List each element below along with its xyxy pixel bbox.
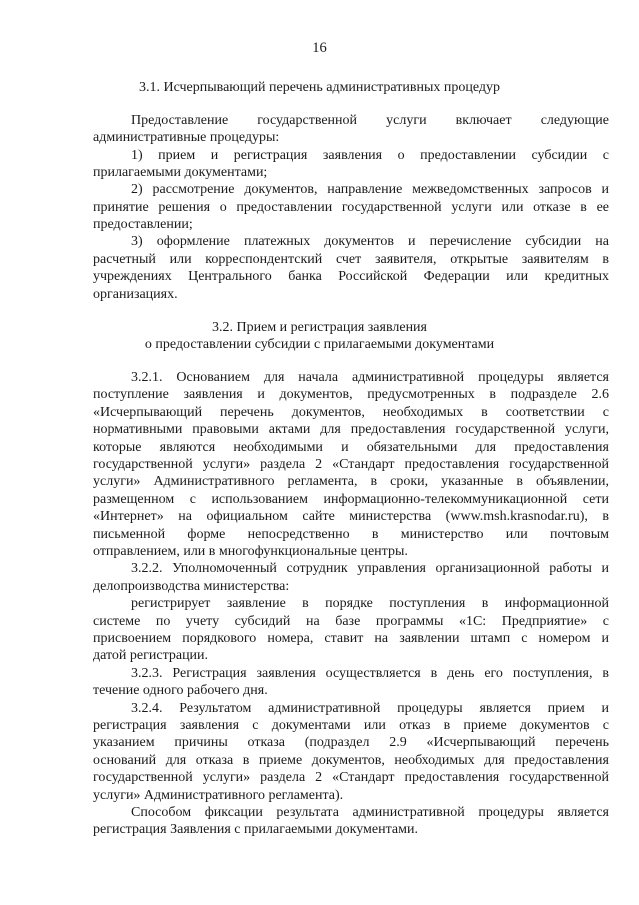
paragraph-line: 3.2.3. Регистрация заявления осуществляется в день его поступления, в: [131, 666, 609, 681]
paragraph-line: Предоставление государственной услуги включает следующие: [131, 113, 609, 128]
paragraph-line: административные процедуры:: [93, 130, 280, 145]
list-item-line: предоставлении;: [93, 217, 193, 232]
section-heading-3-2-line2: о предоставлении субсидии с прилагаемыми документами: [144, 337, 495, 352]
paragraph-line: услуги» Административного регламента, в сроки, указанные в объявлении,: [93, 474, 609, 489]
list-item-line: расчетный или корреспондентский счет заявителя, открытые заявителям в: [93, 252, 609, 267]
paragraph-line: течение одного рабочего дня.: [93, 683, 268, 698]
paragraph-line: письменной форме непосредственно в министерство или почтовым: [93, 527, 609, 542]
paragraph-line: поступление заявления и документов, предусмотренных в подразделе 2.6: [93, 387, 609, 402]
paragraph-line: оснований для отказа в приеме документов, необходимых для предоставления: [93, 753, 609, 768]
list-item-line: 3) оформление платежных документов и перечисление субсидии на: [131, 234, 609, 249]
list-item-line: 1) прием и регистрация заявления о предоставлении субсидии с: [131, 148, 609, 163]
paragraph-line: государственной услуги» раздела 2 «Стандарт предоставления государственной: [93, 457, 609, 472]
list-item-line: принятие решения о предоставлении государственной услуги или отказе в ее: [93, 200, 609, 215]
paragraph-line: отправлением, или в многофункциональные центры.: [93, 544, 408, 559]
section-heading-3-2-line1: 3.2. Прием и регистрация заявления: [212, 320, 427, 335]
paragraph-line: нормативными правовыми актами для предоставления государственной услуги,: [93, 422, 609, 437]
paragraph-line: которые являются необходимыми и обязательными для предоставления: [93, 440, 609, 455]
paragraph-line: датой регистрации.: [93, 648, 209, 663]
paragraph-line: «Интернет» на официальном сайте министерства (www.msh.krasnodar.ru), в: [93, 509, 609, 524]
paragraph-line: регистрация заявления с документами или отказ в приеме документов с: [93, 718, 609, 733]
paragraph-line: регистрация Заявления с прилагаемыми документами.: [93, 822, 418, 837]
paragraph-line: указанием причины отказа (подраздел 2.9 «Исчерпывающий перечень: [93, 735, 609, 750]
list-item-line: учреждениях Центрального банка Российской Федерации или кредитных: [93, 269, 609, 284]
paragraph-line: «Исчерпывающий перечень документов, необходимых в соответствии с: [93, 405, 609, 420]
paragraph-line: 3.2.1. Основанием для начала административной процедуры является: [131, 370, 609, 385]
paragraph-line: 3.2.2. Уполномоченный сотрудник управления организационной работы и: [131, 561, 609, 576]
paragraph-line: государственной услуги» раздела 2 «Стандарт предоставления государственной: [93, 770, 609, 785]
list-item-line: организациях.: [93, 287, 178, 302]
paragraph-line: услуги» Административного регламента).: [93, 788, 344, 803]
list-item-line: 2) рассмотрение документов, направление межведомственных запросов и: [131, 182, 609, 197]
page-number: 16: [312, 40, 327, 56]
paragraph-line: размещенном с использованием информационно-телекоммуникационной сети: [93, 492, 609, 507]
paragraph-line: присвоением порядкового номера, ставит на заявлении штамп с номером и: [93, 631, 609, 646]
paragraph-line: регистрирует заявление в порядке поступления в информационной: [131, 596, 609, 611]
paragraph-line: 3.2.4. Результатом административной процедуры является прием и: [131, 701, 609, 716]
list-item-line: прилагаемыми документами;: [93, 165, 268, 180]
paragraph-line: делопроизводства министерства:: [93, 579, 290, 594]
paragraph-line: системе по учету субсидий на базе программы «1С: Предприятие» с: [93, 614, 609, 629]
paragraph-line: Способом фиксации результата административной процедуры является: [131, 805, 609, 820]
section-heading-3-1: 3.1. Исчерпывающий перечень административных процедур: [138, 80, 501, 95]
